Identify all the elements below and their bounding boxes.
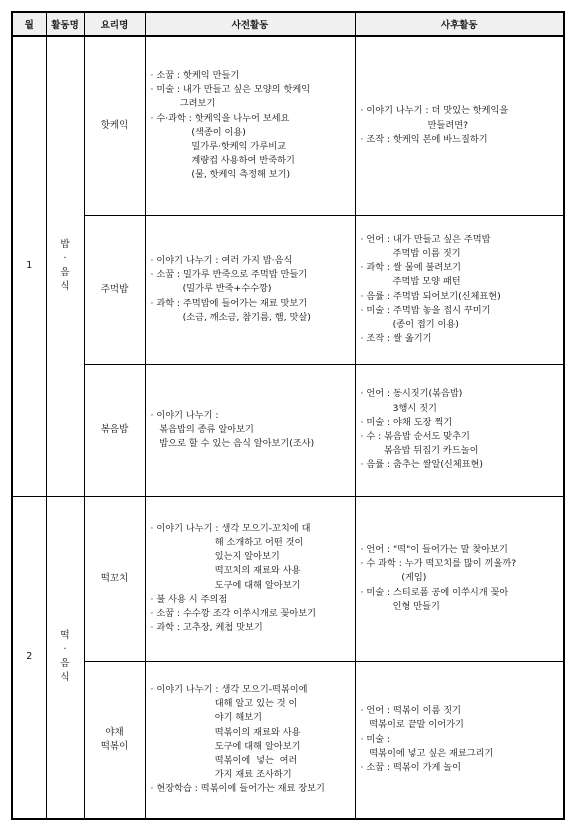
pre-activity-line: · 과학 : 고추장, 케첩 맛보기: [150, 622, 263, 634]
pre-activity-line: 그려보기: [150, 98, 216, 110]
activity-name-line: 식: [60, 672, 70, 684]
post-activity-line: (종이 접기 이용): [360, 318, 459, 330]
post-activity-line: · 미술 : 야채 도장 찍기: [360, 416, 453, 428]
post-activity-line: · 언어 : 동시짓기(볶음밥): [360, 388, 463, 400]
post-activity-line: 떡볶이에 넣고 싶은 재료그리기: [360, 747, 494, 759]
table-row: [12, 215, 564, 364]
dish-name: 야채: [105, 726, 124, 738]
activity-name-line: 밥: [60, 239, 70, 251]
pre-activity-line: 해 소개하고 어떤 것이: [150, 536, 304, 548]
post-activity-line: 3행시 짓기: [360, 402, 437, 414]
post-activity-line: 볶음밥 뒤집기 카드놀이: [360, 445, 479, 457]
dish-name: 떡꼬치: [100, 572, 129, 584]
pre-activity-cell: [145, 364, 355, 496]
activity-name-cell: [46, 36, 84, 496]
dish-name: 주먹밥: [100, 283, 129, 295]
post-activity-cell: [355, 364, 564, 496]
post-activity-line: · 조작 : 핫케익 본에 바느질하기: [360, 133, 488, 145]
pre-activity-line: 도구에 대해 알아보기: [150, 579, 301, 591]
pre-activity-line: 떡볶이의 재료와 사용: [150, 726, 301, 738]
post-activity-line: 인형 만들기: [360, 600, 440, 612]
header-pre-activity: 사전활동: [145, 12, 355, 36]
post-activity-line: · 수 과학 : 누가 떡꼬치를 많이 끼울까?: [360, 558, 517, 570]
month-cell: 2: [12, 496, 46, 819]
activity-name-line: 떡: [60, 630, 70, 642]
post-activity-cell: [355, 661, 564, 819]
pre-activity-line: 있는지 알아보기: [150, 551, 280, 563]
pre-activity-cell: [145, 496, 355, 661]
pre-activity-line: · 소꿉 : 밀가루 반죽으로 주먹밥 만들기: [150, 269, 308, 281]
activity-name-line: 음: [60, 267, 70, 279]
table-row: [12, 364, 564, 496]
dish-name-cell: [84, 364, 145, 496]
post-activity-cell: [355, 36, 564, 215]
pre-activity-line: (물, 핫케익 측정해 보기): [150, 169, 291, 181]
pre-activity-line: · 과학 : 주먹밥에 들어가는 재료 맛보기: [150, 297, 308, 309]
dish-name: 볶음밥: [100, 424, 129, 435]
pre-activity-cell: [145, 661, 355, 819]
table-row: [12, 661, 564, 819]
header-row: [12, 12, 564, 36]
pre-activity-line: · 이야기 나누기 : 생각 모으기-꼬치에 대: [150, 522, 311, 534]
dish-name-cell: [84, 661, 145, 819]
post-activity-line: · 소꿉 : 떡볶이 가게 놀이: [360, 762, 461, 774]
activity-plan-table: [11, 11, 565, 820]
activity-name-line: ·: [63, 253, 67, 265]
post-activity-line: (게임): [360, 572, 427, 584]
pre-activity-line: 밥으로 할 수 있는 음식 알아보기(조사): [150, 438, 315, 450]
post-activity-line: · 언어 : 떡볶이 이름 짓기: [360, 705, 461, 717]
header-dish-name: 요리명: [84, 12, 145, 36]
pre-activity-line: (밀가루 반죽+수수깡): [150, 283, 272, 295]
header-activity-name: 활동명: [46, 12, 84, 36]
table-row: [12, 496, 564, 661]
pre-activity-line: · 수·과학 : 핫케익을 나누어 보세요: [150, 112, 290, 124]
post-activity-line: · 수 : 볶음밥 순서도 맞추기: [360, 431, 470, 442]
post-activity-line: · 음률 : 춤추는 쌀알(신체표현): [360, 459, 483, 471]
pre-activity-line: 도구에 대해 알아보기: [150, 740, 301, 752]
pre-activity-line: 떡꼬치의 재료와 사용: [150, 565, 301, 577]
post-activity-line: · 미술 : 주먹밥 놓을 접시 꾸미기: [360, 304, 491, 316]
activity-name-cell: [46, 496, 84, 819]
pre-activity-line: 계량컵 사용하여 반죽하기: [150, 155, 295, 167]
activity-name-line: 음: [60, 658, 70, 670]
pre-activity-line: 가지 재료 조사하기: [150, 769, 292, 781]
post-activity-cell: [355, 215, 564, 364]
activity-name-line: 식: [60, 281, 70, 293]
table-row: [12, 36, 564, 215]
post-activity-line: · 미술 :: [360, 733, 391, 745]
pre-activity-line: · 소꿉 : 핫케익 만들기: [150, 69, 240, 81]
month-cell: 1: [12, 36, 46, 496]
pre-activity-line: 떡볶이에 넣는 여러: [150, 754, 298, 766]
post-activity-line: · 미술 : 스티로폼 공에 이쑤시개 꽂아: [360, 586, 509, 598]
activity-name-line: ·: [63, 644, 67, 656]
dish-name-cell: [84, 215, 145, 364]
pre-activity-cell: [145, 215, 355, 364]
dish-name-cell: [84, 496, 145, 661]
post-activity-line: · 언어 : 내가 만들고 싶은 주먹밥: [360, 233, 491, 245]
post-activity-line: · 과학 : 쌀 물에 불려보기: [360, 262, 461, 274]
post-activity-line: 주먹밥 이름 짓기: [360, 247, 461, 259]
post-activity-line: 주먹밥 모양 패턴: [360, 276, 461, 288]
post-activity-line: · 이야기 나누기 : 더 맛있는 핫케익을: [360, 105, 509, 117]
pre-activity-line: (색종이 이용): [150, 126, 246, 138]
header-month: 월: [12, 12, 46, 36]
post-activity-line: · 언어 : "떡"이 들어가는 말 찾아보기: [360, 543, 508, 555]
pre-activity-line: 대해 알고 있는 것 이: [150, 698, 298, 710]
post-activity-line: · 조작 : 쌀 옮기기: [360, 333, 432, 345]
pre-activity-line: 볶음밥의 종류 알아보기: [150, 423, 254, 435]
pre-activity-line: 야기 해보기: [150, 712, 263, 724]
post-activity-line: · 음률 : 주먹밥 되어보기(신체표현): [360, 290, 501, 302]
pre-activity-line: · 미술 : 내가 만들고 싶은 모양의 핫케익: [150, 84, 311, 96]
dish-name: 핫케익: [100, 119, 129, 131]
pre-activity-line: (소금, 깨소금, 참기름, 햄, 맛살): [150, 311, 311, 323]
post-activity-cell: [355, 496, 564, 661]
pre-activity-line: · 이야기 나누기 : 생각 모으기-떡볶이에: [150, 683, 308, 695]
pre-activity-line: · 이야기 나누기 :: [150, 409, 219, 421]
dish-name-cell: [84, 36, 145, 215]
pre-activity-cell: [145, 36, 355, 215]
post-activity-line: 만들려면?: [360, 119, 469, 131]
post-activity-line: 떡볶이로 끝말 이어가기: [360, 719, 464, 731]
pre-activity-line: · 불 사용 시 주의점: [150, 593, 228, 605]
pre-activity-line: · 현장학습 : 떡볶이에 들어가는 재료 장보기: [150, 783, 325, 795]
pre-activity-line: 밀가루·핫케익 가루비교: [150, 140, 286, 152]
header-post-activity: 사후활동: [355, 12, 564, 36]
pre-activity-line: · 소꿉 : 수수깡 조각 이쑤시개로 꽂아보기: [150, 607, 317, 619]
pre-activity-line: · 이야기 나누기 : 여러 가지 밥·음식: [150, 254, 293, 266]
dish-name: 떡볶이: [100, 740, 129, 752]
